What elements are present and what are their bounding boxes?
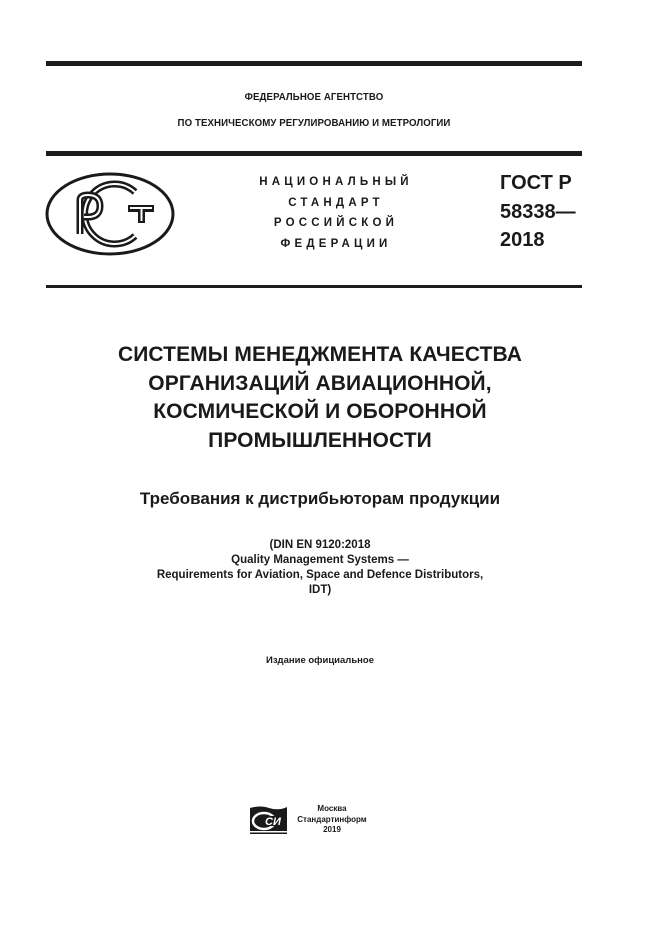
publisher-city: Москва <box>317 804 347 813</box>
publisher-name: Стандартинформ <box>297 814 367 824</box>
document-subtitle: Требования к дистрибьюторам продукции <box>139 489 501 508</box>
designation-line: ГОСТ Р <box>500 172 572 194</box>
designation-line: 58338— <box>500 200 576 223</box>
standartinform-logo-icon <box>249 804 289 836</box>
reference-line: IDT) <box>308 584 332 596</box>
reference-line: Quality Management Systems — <box>231 554 409 566</box>
rst-gost-logo-icon <box>44 170 176 258</box>
title-line: КОСМИЧЕСКОЙ И ОБОРОННОЙ <box>153 400 487 423</box>
document-title <box>60 341 580 455</box>
publisher-info <box>292 804 372 836</box>
reference-standard <box>60 538 580 598</box>
designation-line: 2018 <box>500 229 545 251</box>
edition-label: Издание официальное <box>266 655 374 666</box>
title-line: СИСТЕМЫ МЕНЕДЖМЕНТА КАЧЕСТВА <box>117 343 523 366</box>
publisher-year: 2019 <box>323 825 341 834</box>
title-line: ПРОМЫШЛЕННОСТИ <box>208 428 432 452</box>
agency-line-2: ПО ТЕХНИЧЕСКОМУ РЕГУЛИРОВАНИЮ И МЕТРОЛОГИИ <box>177 117 451 129</box>
national-line: СТАНДАРТ <box>288 196 384 209</box>
national-line: РОССИЙСКОЙ <box>273 217 399 229</box>
svg-text:СИ: СИ <box>265 816 281 828</box>
header-rule <box>46 151 582 156</box>
top-rule <box>46 61 582 66</box>
national-standard-label <box>232 172 440 254</box>
national-line: ФЕДЕРАЦИИ <box>280 237 392 250</box>
national-line: НАЦИОНАЛЬНЫЙ <box>259 176 413 188</box>
agency-line-1: ФЕДЕРАЛЬНОЕ АГЕНТСТВО <box>244 91 384 103</box>
reference-line: (DIN EN 9120:2018 <box>269 539 371 551</box>
title-line: ОРГАНИЗАЦИЙ АВИАЦИОННОЙ, <box>148 371 492 395</box>
standard-designation <box>500 169 576 255</box>
reference-line: Requirements for Aviation, Space and Defence Distributors, <box>156 569 484 581</box>
block-rule <box>46 285 582 288</box>
